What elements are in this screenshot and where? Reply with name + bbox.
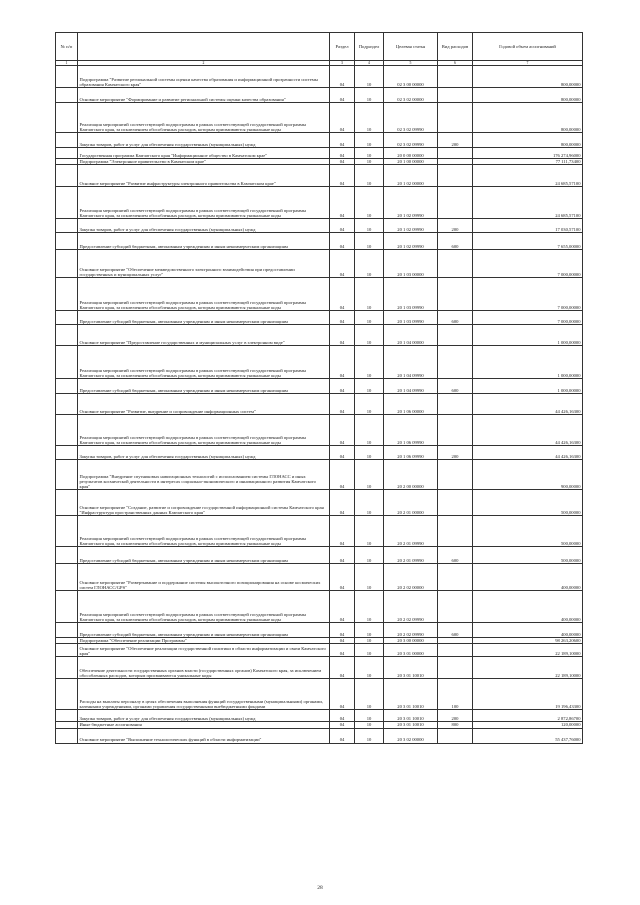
column-index: 5 <box>384 61 438 66</box>
row-amount: 55 437,76000 <box>473 728 583 743</box>
row-subsection: 10 <box>355 710 384 722</box>
table-row <box>56 133 583 148</box>
table-row <box>56 516 583 547</box>
row-number <box>56 148 78 159</box>
row-name: Государственная программа Камчатского края "Информационное общество в Камчатском крае" <box>78 148 330 159</box>
row-number <box>56 346 78 379</box>
row-number <box>56 710 78 722</box>
row-subsection: 10 <box>355 657 384 679</box>
row-name: Подпрограмма "Обеспечение реализации Программы" <box>78 638 330 644</box>
row-name: Основное мероприятие "Выполнение технологических функций в области информатизации" <box>78 728 330 743</box>
row-name: Предоставление субсидий бюджетным, автономным учреждениям и иным некоммерческим организациям <box>78 379 330 394</box>
column-index: 2 <box>78 61 330 66</box>
table-row <box>56 460 583 490</box>
row-name: Подпрограмма "Электронное правительство в Камчатском крае" <box>78 159 330 165</box>
row-expense-type: 200 <box>438 219 473 233</box>
table-row <box>56 710 583 722</box>
header-annual-amount: Годовой объем ассигнований <box>473 33 583 61</box>
row-number <box>56 644 78 657</box>
table-row <box>56 66 583 88</box>
row-section: 04 <box>330 103 355 133</box>
row-amount: 24 685,57100 <box>473 165 583 187</box>
row-section: 04 <box>330 657 355 679</box>
row-expense-type: 200 <box>438 710 473 722</box>
row-expense-type: 800 <box>438 722 473 728</box>
row-section: 04 <box>330 311 355 325</box>
row-name: Основное мероприятие "Развитие инфраструктуры электронного правительства в Камчатском крае" <box>78 165 330 187</box>
row-target-article: 20 3 01 10010 <box>384 710 438 722</box>
row-target-article: 20 1 03 09990 <box>384 278 438 311</box>
row-target-article: 20 3 01 00000 <box>384 644 438 657</box>
table-row <box>56 679 583 710</box>
row-subsection: 10 <box>355 564 384 591</box>
header-name <box>78 33 330 61</box>
row-target-article: 20 1 06 00000 <box>384 394 438 415</box>
row-target-article: 20 1 02 09990 <box>384 187 438 219</box>
table-row <box>56 644 583 657</box>
row-name: Расходы на выплаты персоналу в целях обеспечения выполнения функций государственными (муниципальными) органами, казенными учреждениями, органами управления государственными внебюджетными фондами <box>78 679 330 710</box>
row-section: 04 <box>330 379 355 394</box>
row-amount: 120,00000 <box>473 722 583 728</box>
row-amount: 77 111,73400 <box>473 159 583 165</box>
row-section: 04 <box>330 66 355 88</box>
page-number: 28 <box>317 885 323 891</box>
table-row <box>56 591 583 623</box>
row-amount: 19 196,43300 <box>473 679 583 710</box>
row-amount: 1 000,00000 <box>473 379 583 394</box>
row-amount: 44 426,16300 <box>473 415 583 446</box>
table-body <box>56 66 583 744</box>
row-subsection: 10 <box>355 66 384 88</box>
row-section: 04 <box>330 187 355 219</box>
row-target-article: 20 1 03 00000 <box>384 250 438 278</box>
row-target-article: 20 3 01 10010 <box>384 657 438 679</box>
header-section: Раздел <box>330 33 355 61</box>
row-amount: 22 189,10000 <box>473 657 583 679</box>
row-amount: 7 000,00000 <box>473 250 583 278</box>
row-target-article: 20 1 00 00000 <box>384 159 438 165</box>
row-amount: 7 655,00000 <box>473 233 583 250</box>
header-expense-type: Вид расходов <box>438 33 473 61</box>
row-subsection: 10 <box>355 159 384 165</box>
row-expense-type: 200 <box>438 133 473 148</box>
row-number <box>56 219 78 233</box>
row-target-article: 20 1 04 09990 <box>384 346 438 379</box>
row-amount: 800,00000 <box>473 103 583 133</box>
row-target-article: 02 3 00 00000 <box>384 66 438 88</box>
row-name: Обеспечение деятельности государственных органов власти (государственных органов) Камчатского края, за исключением обособленных расходов, которым присваиваются уникальные коды <box>78 657 330 679</box>
row-section: 04 <box>330 623 355 638</box>
row-expense-type: 200 <box>438 446 473 460</box>
row-amount: 800,00000 <box>473 133 583 148</box>
table-row <box>56 325 583 346</box>
row-section: 04 <box>330 325 355 346</box>
row-name: Основное мероприятие "Обеспечение реализации государственной политики в области информатизации и связи Камчатского края" <box>78 644 330 657</box>
row-amount: 7 000,00000 <box>473 311 583 325</box>
row-target-article: 20 0 00 00000 <box>384 148 438 159</box>
header-subsection: Подраздел <box>355 33 384 61</box>
row-target-article: 20 2 00 00000 <box>384 460 438 490</box>
row-target-article: 20 2 01 09990 <box>384 516 438 547</box>
row-expense-type: 600 <box>438 379 473 394</box>
row-subsection: 10 <box>355 346 384 379</box>
row-target-article: 20 1 04 00000 <box>384 325 438 346</box>
row-amount: 500,00000 <box>473 490 583 516</box>
row-subsection: 10 <box>355 278 384 311</box>
row-expense-type: 600 <box>438 233 473 250</box>
row-number <box>56 165 78 187</box>
table-row <box>56 490 583 516</box>
row-amount: 44 426,16300 <box>473 394 583 415</box>
row-subsection: 10 <box>355 394 384 415</box>
table-row <box>56 379 583 394</box>
row-section: 04 <box>330 547 355 564</box>
row-target-article: 20 2 02 09990 <box>384 591 438 623</box>
row-name: Основное мероприятие "Обеспечение межведомственного электронного взаимодействия при предоставлении государственных и муниципальных услуг" <box>78 250 330 278</box>
row-expense-type <box>438 250 473 278</box>
row-target-article: 20 1 06 09990 <box>384 415 438 446</box>
row-number <box>56 133 78 148</box>
row-section: 04 <box>330 564 355 591</box>
row-target-article: 20 2 02 09990 <box>384 623 438 638</box>
row-amount: 1 000,00000 <box>473 325 583 346</box>
row-name: Подпрограмма "Развитие региональной системы оценки качества образования и информационной прозрачности системы образования Камчатского края" <box>78 66 330 88</box>
table-row <box>56 250 583 278</box>
row-expense-type <box>438 165 473 187</box>
row-target-article: 20 2 01 00000 <box>384 490 438 516</box>
row-target-article: 02 3 02 00000 <box>384 88 438 103</box>
table-row <box>56 88 583 103</box>
row-subsection: 10 <box>355 623 384 638</box>
row-name: Закупка товаров, работ и услуг для обеспечения государственных (муниципальных) нужд <box>78 710 330 722</box>
row-subsection: 10 <box>355 591 384 623</box>
row-name: Реализация мероприятий соответствующей подпрограммы в рамках соответствующей государственной программы Камчатского края, за исключением обособленных расходов, которым присваиваются уникальные коды <box>78 278 330 311</box>
row-expense-type <box>438 564 473 591</box>
row-number <box>56 490 78 516</box>
row-subsection: 10 <box>355 133 384 148</box>
row-expense-type: 100 <box>438 679 473 710</box>
row-subsection: 10 <box>355 446 384 460</box>
row-section: 04 <box>330 644 355 657</box>
row-target-article: 20 1 02 09990 <box>384 233 438 250</box>
table-row <box>56 346 583 379</box>
row-section: 04 <box>330 710 355 722</box>
row-name: Закупка товаров, работ и услуг для обеспечения государственных (муниципальных) нужд <box>78 133 330 148</box>
row-name: Предоставление субсидий бюджетным, автономным учреждениям и иным некоммерческим организациям <box>78 233 330 250</box>
row-number <box>56 311 78 325</box>
row-target-article: 20 1 06 09990 <box>384 446 438 460</box>
row-name: Закупка товаров, работ и услуг для обеспечения государственных (муниципальных) нужд <box>78 446 330 460</box>
row-number <box>56 728 78 743</box>
row-subsection: 10 <box>355 722 384 728</box>
row-subsection: 10 <box>355 311 384 325</box>
row-expense-type <box>438 278 473 311</box>
row-subsection: 10 <box>355 250 384 278</box>
row-amount: 500,00000 <box>473 516 583 547</box>
row-section: 04 <box>330 638 355 644</box>
row-section: 04 <box>330 460 355 490</box>
row-section: 04 <box>330 159 355 165</box>
row-subsection: 10 <box>355 187 384 219</box>
row-amount: 176 274,96000 <box>473 148 583 159</box>
row-subsection: 10 <box>355 728 384 743</box>
header-target-article: Целевая статья <box>384 33 438 61</box>
row-amount: 800,00000 <box>473 88 583 103</box>
row-subsection: 10 <box>355 490 384 516</box>
row-name: Закупка товаров, работ и услуг для обеспечения государственных (муниципальных) нужд <box>78 219 330 233</box>
row-name: Иные бюджетные ассигнования <box>78 722 330 728</box>
row-name: Предоставление субсидий бюджетным, автономным учреждениям и иным некоммерческим организациям <box>78 547 330 564</box>
row-number <box>56 657 78 679</box>
row-name: Основное мероприятие "Развертывание и поддержание системы высокоточного позиционирования на основе космических систем ГЛОНАСС/GPS" <box>78 564 330 591</box>
table-row <box>56 728 583 743</box>
row-name: Предоставление субсидий бюджетным, автономным учреждениям и иным некоммерческим организациям <box>78 311 330 325</box>
row-number <box>56 394 78 415</box>
row-number <box>56 591 78 623</box>
row-section: 04 <box>330 233 355 250</box>
row-expense-type: 600 <box>438 547 473 564</box>
row-subsection: 10 <box>355 325 384 346</box>
row-amount: 400,00000 <box>473 623 583 638</box>
row-subsection: 10 <box>355 415 384 446</box>
table-row <box>56 657 583 679</box>
table-row <box>56 148 583 159</box>
row-number <box>56 278 78 311</box>
row-subsection: 10 <box>355 679 384 710</box>
row-name: Реализация мероприятий соответствующей подпрограммы в рамках соответствующей государственной программы Камчатского края, за исключением обособленных расходов, которым присваиваются уникальные коды <box>78 103 330 133</box>
row-expense-type <box>438 325 473 346</box>
row-subsection: 10 <box>355 219 384 233</box>
row-subsection: 10 <box>355 88 384 103</box>
row-name: Основное мероприятие "Создание, развитие и сопровождение государственной информационной системы Камчатского края "Инфраструктура пространственных данных Камчатского края" <box>78 490 330 516</box>
table-row <box>56 103 583 133</box>
row-target-article: 20 3 01 10010 <box>384 722 438 728</box>
row-subsection: 10 <box>355 547 384 564</box>
row-expense-type <box>438 415 473 446</box>
row-section: 04 <box>330 591 355 623</box>
row-section: 04 <box>330 133 355 148</box>
row-expense-type <box>438 591 473 623</box>
row-expense-type: 600 <box>438 623 473 638</box>
column-index: 7 <box>473 61 583 66</box>
row-number <box>56 187 78 219</box>
row-expense-type <box>438 644 473 657</box>
table-row <box>56 564 583 591</box>
row-expense-type <box>438 490 473 516</box>
table-row <box>56 415 583 446</box>
row-expense-type <box>438 148 473 159</box>
row-section: 04 <box>330 88 355 103</box>
row-target-article: 20 1 04 09990 <box>384 379 438 394</box>
row-subsection: 10 <box>355 148 384 159</box>
row-number <box>56 250 78 278</box>
row-section: 04 <box>330 148 355 159</box>
column-index: 3 <box>330 61 355 66</box>
row-amount: 900,00000 <box>473 460 583 490</box>
row-amount: 400,00000 <box>473 564 583 591</box>
row-section: 04 <box>330 728 355 743</box>
table-row <box>56 547 583 564</box>
row-name: Основное мероприятие "Предоставление государственных и муниципальных услуг в электронном виде" <box>78 325 330 346</box>
table-row <box>56 394 583 415</box>
row-subsection: 10 <box>355 233 384 250</box>
row-name: Реализация мероприятий соответствующей подпрограммы в рамках соответствующей государственной программы Камчатского края, за исключением обособленных расходов, которым присваиваются уникальные коды <box>78 415 330 446</box>
row-section: 04 <box>330 250 355 278</box>
row-number <box>56 379 78 394</box>
row-section: 04 <box>330 394 355 415</box>
budget-allocation-table <box>55 32 583 744</box>
row-amount: 500,00000 <box>473 547 583 564</box>
table-row <box>56 278 583 311</box>
table-row <box>56 446 583 460</box>
header-number: № п/п <box>56 33 78 61</box>
row-name: Предоставление субсидий бюджетным, автономным учреждениям и иным некоммерческим организациям <box>78 623 330 638</box>
row-name: Реализация мероприятий соответствующей подпрограммы в рамках соответствующей государственной программы Камчатского края, за исключением обособленных расходов, которым присваиваются уникальные коды <box>78 591 330 623</box>
table-row <box>56 165 583 187</box>
row-number <box>56 446 78 460</box>
table-header-row <box>56 33 583 61</box>
row-subsection: 10 <box>355 644 384 657</box>
row-expense-type <box>438 516 473 547</box>
row-target-article: 20 1 02 00000 <box>384 165 438 187</box>
row-number <box>56 564 78 591</box>
row-expense-type <box>438 66 473 88</box>
row-expense-type: 600 <box>438 311 473 325</box>
row-amount: 1 000,00000 <box>473 346 583 379</box>
row-number <box>56 325 78 346</box>
row-number <box>56 88 78 103</box>
row-amount: 98 263,20600 <box>473 638 583 644</box>
row-section: 04 <box>330 516 355 547</box>
row-amount: 24 685,57100 <box>473 187 583 219</box>
row-target-article: 20 3 00 00000 <box>384 638 438 644</box>
row-name: Реализация мероприятий соответствующей подпрограммы в рамках соответствующей государственной программы Камчатского края, за исключением обособленных расходов, которым присваиваются уникальные коды <box>78 187 330 219</box>
row-target-article: 02 3 02 09990 <box>384 133 438 148</box>
row-number <box>56 66 78 88</box>
row-amount: 17 030,57100 <box>473 219 583 233</box>
row-name: Подпрограмма "Внедрение спутниковых навигационных технологий с использованием системы ГЛОНАСС и иных результатов космической деятельности в интересах социально-экономического и инновационного развития Камчатского края" <box>78 460 330 490</box>
row-number <box>56 233 78 250</box>
row-number <box>56 679 78 710</box>
table-row <box>56 623 583 638</box>
row-expense-type <box>438 460 473 490</box>
row-subsection: 10 <box>355 103 384 133</box>
row-name: Основное мероприятие "Формирование и развитие региональной системы оценки качества образования" <box>78 88 330 103</box>
row-name: Основное мероприятие "Развитие, внедрение и сопровождение информационных систем" <box>78 394 330 415</box>
row-subsection: 10 <box>355 638 384 644</box>
row-section: 04 <box>330 679 355 710</box>
row-section: 04 <box>330 490 355 516</box>
row-subsection: 10 <box>355 516 384 547</box>
row-section: 04 <box>330 278 355 311</box>
row-section: 04 <box>330 722 355 728</box>
row-section: 04 <box>330 219 355 233</box>
row-name: Реализация мероприятий соответствующей подпрограммы в рамках соответствующей государственной программы Камчатского края, за исключением обособленных расходов, которым присваиваются уникальные коды <box>78 346 330 379</box>
row-section: 04 <box>330 346 355 379</box>
row-number <box>56 547 78 564</box>
row-amount: 2 872,86700 <box>473 710 583 722</box>
row-subsection: 10 <box>355 379 384 394</box>
table-row <box>56 311 583 325</box>
row-name: Реализация мероприятий соответствующей подпрограммы в рамках соответствующей государственной программы Камчатского края, за исключением обособленных расходов, которым присваиваются уникальные коды <box>78 516 330 547</box>
row-expense-type <box>438 728 473 743</box>
row-target-article: 20 1 02 09990 <box>384 219 438 233</box>
row-subsection: 10 <box>355 165 384 187</box>
row-number <box>56 103 78 133</box>
row-expense-type <box>438 394 473 415</box>
row-expense-type <box>438 103 473 133</box>
row-expense-type <box>438 657 473 679</box>
row-section: 04 <box>330 415 355 446</box>
row-target-article: 20 2 01 09990 <box>384 547 438 564</box>
row-target-article: 20 1 03 09990 <box>384 311 438 325</box>
row-section: 04 <box>330 165 355 187</box>
row-target-article: 02 3 02 09990 <box>384 103 438 133</box>
row-amount: 44 426,16300 <box>473 446 583 460</box>
table-row <box>56 219 583 233</box>
table-row <box>56 233 583 250</box>
row-number <box>56 516 78 547</box>
row-amount: 22 189,10000 <box>473 644 583 657</box>
table-row <box>56 187 583 219</box>
row-target-article: 20 3 02 00000 <box>384 728 438 743</box>
row-section: 04 <box>330 446 355 460</box>
row-amount: 800,00000 <box>473 66 583 88</box>
row-amount: 400,00000 <box>473 591 583 623</box>
row-number <box>56 623 78 638</box>
row-subsection: 10 <box>355 460 384 490</box>
column-index: 4 <box>355 61 384 66</box>
row-expense-type <box>438 346 473 379</box>
row-target-article: 20 2 02 00000 <box>384 564 438 591</box>
row-amount: 7 000,00000 <box>473 278 583 311</box>
row-expense-type <box>438 187 473 219</box>
column-index: 1 <box>56 61 78 66</box>
row-number <box>56 415 78 446</box>
row-number <box>56 460 78 490</box>
budget-table-sheet <box>55 32 582 744</box>
row-expense-type <box>438 88 473 103</box>
row-target-article: 20 3 01 10010 <box>384 679 438 710</box>
column-index: 6 <box>438 61 473 66</box>
